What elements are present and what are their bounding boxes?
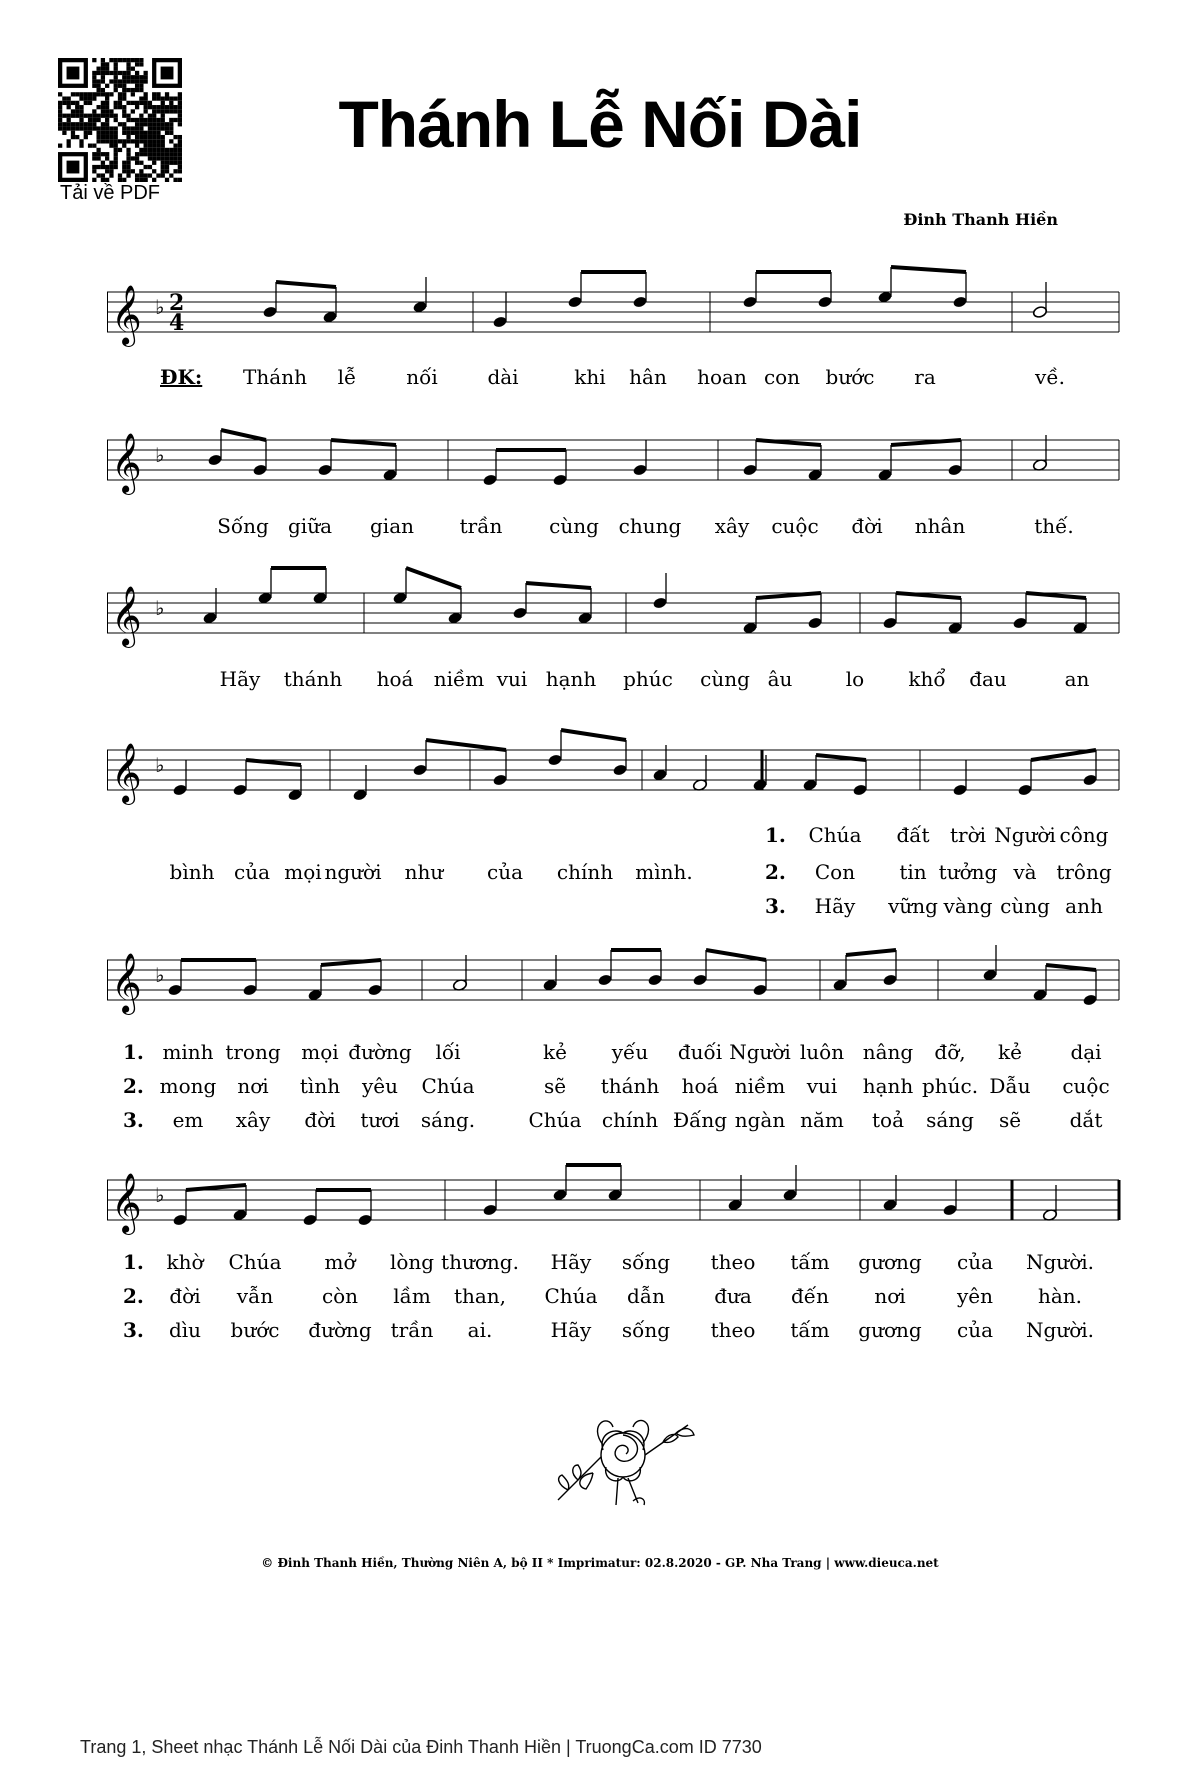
lyric-word: còn bbox=[321, 1284, 359, 1308]
flat-icon: ♭ bbox=[155, 443, 165, 467]
lyric-word: Chúa bbox=[528, 1108, 582, 1132]
lyric-word: yên bbox=[956, 1284, 994, 1308]
lyric-word: trần bbox=[459, 514, 503, 538]
music-staff bbox=[107, 410, 1123, 500]
lyric-word: nâng bbox=[862, 1040, 914, 1064]
lyric-word: theo bbox=[710, 1318, 756, 1342]
lyric-word: thương. bbox=[441, 1250, 519, 1274]
lyric-line bbox=[0, 365, 1200, 395]
lyric-word: bình bbox=[169, 860, 215, 884]
lyric-word: nối bbox=[406, 365, 438, 389]
lyric-line bbox=[0, 1040, 1200, 1070]
lyric-word: phúc. bbox=[921, 1074, 979, 1098]
lyric-word: lòng bbox=[389, 1250, 435, 1274]
lyric-word: Người. bbox=[1026, 1318, 1094, 1342]
lyric-word: hàn. bbox=[1037, 1284, 1083, 1308]
lyric-word: Dẫu bbox=[989, 1074, 1031, 1098]
lyric-word: vàng bbox=[943, 894, 993, 918]
lyric-word: kẻ bbox=[543, 1040, 567, 1064]
time-signature-top: 2 bbox=[169, 290, 185, 316]
lyric-word: đường bbox=[308, 1318, 372, 1342]
lyric-word: âu bbox=[767, 667, 793, 691]
lyric-word: vui bbox=[806, 1074, 838, 1098]
lyric-word: lễ bbox=[337, 365, 357, 389]
lyric-word: niềm bbox=[433, 667, 485, 691]
lyric-line bbox=[0, 823, 1200, 853]
lyric-word: gian bbox=[369, 514, 415, 538]
lyric-word: hạnh bbox=[545, 667, 597, 691]
lyric-word: tấm bbox=[790, 1250, 830, 1274]
lyric-word: đường bbox=[348, 1040, 412, 1064]
flat-icon: ♭ bbox=[155, 963, 165, 987]
treble-clef-icon: 𝄞 bbox=[111, 1173, 142, 1233]
lyric-word: đến bbox=[791, 1284, 829, 1308]
lyric-word: Đấng bbox=[672, 1108, 728, 1132]
lyric-word: Chúa bbox=[228, 1250, 282, 1274]
lyric-word: đưa bbox=[714, 1284, 752, 1308]
music-staff bbox=[107, 262, 1123, 352]
lyric-word: như bbox=[404, 860, 444, 884]
verse-number: 1. bbox=[123, 1250, 144, 1274]
lyric-word: Hãy bbox=[550, 1318, 592, 1342]
lyric-word: đất bbox=[896, 823, 930, 847]
lyric-word: gương bbox=[858, 1318, 922, 1342]
lyric-word: tình bbox=[299, 1074, 341, 1098]
lyric-word: đuối bbox=[677, 1040, 723, 1064]
lyric-word: mong bbox=[159, 1074, 217, 1098]
lyric-word: đời bbox=[169, 1284, 201, 1308]
lyric-word: phúc bbox=[623, 667, 673, 691]
lyric-word: ra bbox=[914, 365, 936, 389]
lyric-word: em bbox=[172, 1108, 204, 1132]
lyric-line bbox=[0, 860, 1200, 890]
lyric-word: nhân bbox=[914, 514, 966, 538]
lyric-word: cuộc bbox=[771, 514, 819, 538]
lyric-word: theo bbox=[710, 1250, 756, 1274]
music-staff bbox=[107, 563, 1123, 653]
lyric-word: anh bbox=[1065, 894, 1103, 918]
lyric-word: khờ bbox=[166, 1250, 204, 1274]
lyric-word: mở bbox=[324, 1250, 356, 1274]
composer-name: Đinh Thanh Hiền bbox=[903, 210, 1058, 229]
lyric-word: dẫn bbox=[627, 1284, 665, 1308]
lyric-word: cùng bbox=[549, 514, 599, 538]
lyric-word: trông bbox=[1056, 860, 1112, 884]
lyric-line bbox=[0, 1284, 1200, 1314]
lyric-word: gương bbox=[858, 1250, 922, 1274]
lyric-word: khổ bbox=[908, 667, 946, 691]
lyric-word: luôn bbox=[799, 1040, 845, 1064]
lyric-word: an bbox=[1064, 667, 1090, 691]
lyric-word: đau bbox=[969, 667, 1007, 691]
verse-number: 2. bbox=[123, 1284, 144, 1308]
lyric-word: nơi bbox=[237, 1074, 269, 1098]
lyric-word: sẽ bbox=[543, 1074, 567, 1098]
lyric-word: vẫn bbox=[236, 1284, 274, 1308]
lyric-word: mình. bbox=[635, 860, 693, 884]
lyric-word: con bbox=[763, 365, 801, 389]
lyric-word: than, bbox=[453, 1284, 507, 1308]
lyric-word: tấm bbox=[790, 1318, 830, 1342]
download-pdf-link[interactable]: Tải về PDF bbox=[60, 182, 161, 204]
lyric-word: Con bbox=[814, 860, 856, 884]
treble-clef-icon: 𝄞 bbox=[111, 285, 142, 345]
lyric-line bbox=[0, 514, 1200, 544]
lyric-word: công bbox=[1059, 823, 1109, 847]
lyric-word: tươi bbox=[360, 1108, 400, 1132]
lyric-line bbox=[0, 667, 1200, 697]
lyric-word: toả bbox=[871, 1108, 905, 1132]
lyric-word: thế. bbox=[1034, 514, 1074, 538]
lyric-word: cuộc bbox=[1062, 1074, 1110, 1098]
verse-number: 3. bbox=[123, 1108, 144, 1132]
time-signature-bottom: 4 bbox=[169, 310, 185, 336]
lyric-word: vui bbox=[496, 667, 528, 691]
lyric-word: cùng bbox=[700, 667, 750, 691]
lyric-word: sống bbox=[621, 1250, 671, 1274]
flat-icon: ♭ bbox=[155, 596, 165, 620]
lyric-word: sáng bbox=[926, 1108, 974, 1132]
lyric-word: của bbox=[233, 860, 271, 884]
lyric-word: xây bbox=[235, 1108, 271, 1132]
lyric-word: đỡ, bbox=[934, 1040, 966, 1064]
lyric-word: dài bbox=[487, 365, 519, 389]
lyric-word: Thánh bbox=[243, 365, 307, 389]
lyric-word: dại bbox=[1070, 1040, 1102, 1064]
lyric-word: về. bbox=[1035, 365, 1065, 389]
treble-clef-icon: 𝄞 bbox=[111, 433, 142, 493]
lyric-word: ngàn bbox=[734, 1108, 786, 1132]
verse-number: 3. bbox=[123, 1318, 144, 1342]
flat-icon: ♭ bbox=[155, 295, 165, 319]
lyric-word: đời bbox=[304, 1108, 336, 1132]
lyric-word: tin bbox=[899, 860, 927, 884]
lyric-word: thánh bbox=[283, 667, 343, 691]
lyric-word: bước bbox=[825, 365, 875, 389]
lyric-word: Chúa bbox=[808, 823, 862, 847]
lyric-word: mọi bbox=[284, 860, 322, 884]
lyric-word: Người bbox=[729, 1040, 791, 1064]
lyric-word: sáng. bbox=[420, 1108, 476, 1132]
lyric-word: hạnh bbox=[862, 1074, 914, 1098]
lyric-word: giữa bbox=[287, 514, 333, 538]
lyric-word: trong bbox=[225, 1040, 281, 1064]
verse-number: 2. bbox=[765, 860, 786, 884]
lyric-word: Hãy bbox=[550, 1250, 592, 1274]
rose-ornament-icon bbox=[548, 1405, 698, 1509]
lyric-word: Chúa bbox=[544, 1284, 598, 1308]
lyric-word: hoan bbox=[697, 365, 747, 389]
lyric-word: hân bbox=[629, 365, 667, 389]
lyric-word: dìu bbox=[168, 1318, 202, 1342]
lyric-word: Hãy bbox=[814, 894, 856, 918]
lyric-word: của bbox=[956, 1250, 994, 1274]
lyric-word: đời bbox=[851, 514, 883, 538]
lyric-word: yêu bbox=[361, 1074, 399, 1098]
verse-number: 3. bbox=[765, 894, 786, 918]
lyric-word: người bbox=[324, 860, 382, 884]
treble-clef-icon: 𝄞 bbox=[111, 586, 142, 646]
lyric-line bbox=[0, 894, 1200, 924]
lyric-word: mọi bbox=[301, 1040, 339, 1064]
verse-number: 1. bbox=[765, 823, 786, 847]
music-staff bbox=[107, 930, 1123, 1020]
lyric-word: vững bbox=[888, 894, 938, 918]
lyric-word: năm bbox=[800, 1108, 844, 1132]
lyric-word: Người bbox=[994, 823, 1056, 847]
music-staff bbox=[107, 1150, 1123, 1240]
lyric-word: xây bbox=[714, 514, 750, 538]
lyric-word: chính bbox=[556, 860, 614, 884]
lyric-word: và bbox=[1013, 860, 1037, 884]
chorus-label: ĐK: bbox=[160, 365, 203, 389]
lyric-word: khi bbox=[574, 365, 606, 389]
lyric-word: của bbox=[956, 1318, 994, 1342]
lyric-word: trời bbox=[949, 823, 987, 847]
lyric-word: Hãy bbox=[219, 667, 261, 691]
lyric-line bbox=[0, 1074, 1200, 1104]
lyric-word: hoá bbox=[376, 667, 414, 691]
lyric-word: lối bbox=[435, 1040, 461, 1064]
lyric-line bbox=[0, 1108, 1200, 1138]
lyric-word: Sống bbox=[217, 514, 269, 538]
lyric-word: tưởng bbox=[938, 860, 998, 884]
lyric-word: kẻ bbox=[998, 1040, 1022, 1064]
lyric-word: chung bbox=[618, 514, 682, 538]
lyric-word: bước bbox=[230, 1318, 280, 1342]
music-staff bbox=[107, 720, 1123, 810]
lyric-word: lầm bbox=[393, 1284, 431, 1308]
lyric-word: của bbox=[486, 860, 524, 884]
lyric-word: niềm bbox=[734, 1074, 786, 1098]
lyric-word: cùng bbox=[1000, 894, 1050, 918]
verse-number: 1. bbox=[123, 1040, 144, 1064]
lyric-word: Người. bbox=[1026, 1250, 1094, 1274]
flat-icon: ♭ bbox=[155, 1183, 165, 1207]
lyric-word: Chúa bbox=[421, 1074, 475, 1098]
lyric-word: chính bbox=[601, 1108, 659, 1132]
page-footer: Trang 1, Sheet nhạc Thánh Lễ Nối Dài của Đinh Thanh Hiền | TruongCa.com ID 7730 bbox=[80, 1737, 762, 1757]
lyric-word: thánh bbox=[600, 1074, 660, 1098]
flat-icon: ♭ bbox=[155, 753, 165, 777]
lyric-word: trần bbox=[390, 1318, 434, 1342]
lyric-word: minh bbox=[162, 1040, 214, 1064]
lyric-word: sẽ bbox=[998, 1108, 1022, 1132]
lyric-line bbox=[0, 1318, 1200, 1348]
lyric-word: dắt bbox=[1069, 1108, 1103, 1132]
lyric-word: yếu bbox=[611, 1040, 649, 1064]
lyric-word: hoá bbox=[681, 1074, 719, 1098]
lyric-word: lo bbox=[845, 667, 865, 691]
song-title: Thánh Lễ Nối Dài bbox=[338, 87, 862, 161]
verse-number: 2. bbox=[123, 1074, 144, 1098]
lyric-line bbox=[0, 1250, 1200, 1280]
lyric-word: ai. bbox=[467, 1318, 493, 1342]
treble-clef-icon: 𝄞 bbox=[111, 953, 142, 1013]
copyright-notice: © Đinh Thanh Hiền, Thường Niên A, bộ II * Imprimatur: 02.8.2020 - GP. Nha Trang | www.dieuca.net bbox=[261, 1556, 939, 1570]
lyric-word: sống bbox=[621, 1318, 671, 1342]
treble-clef-icon: 𝄞 bbox=[111, 743, 142, 803]
lyric-word: nơi bbox=[874, 1284, 906, 1308]
